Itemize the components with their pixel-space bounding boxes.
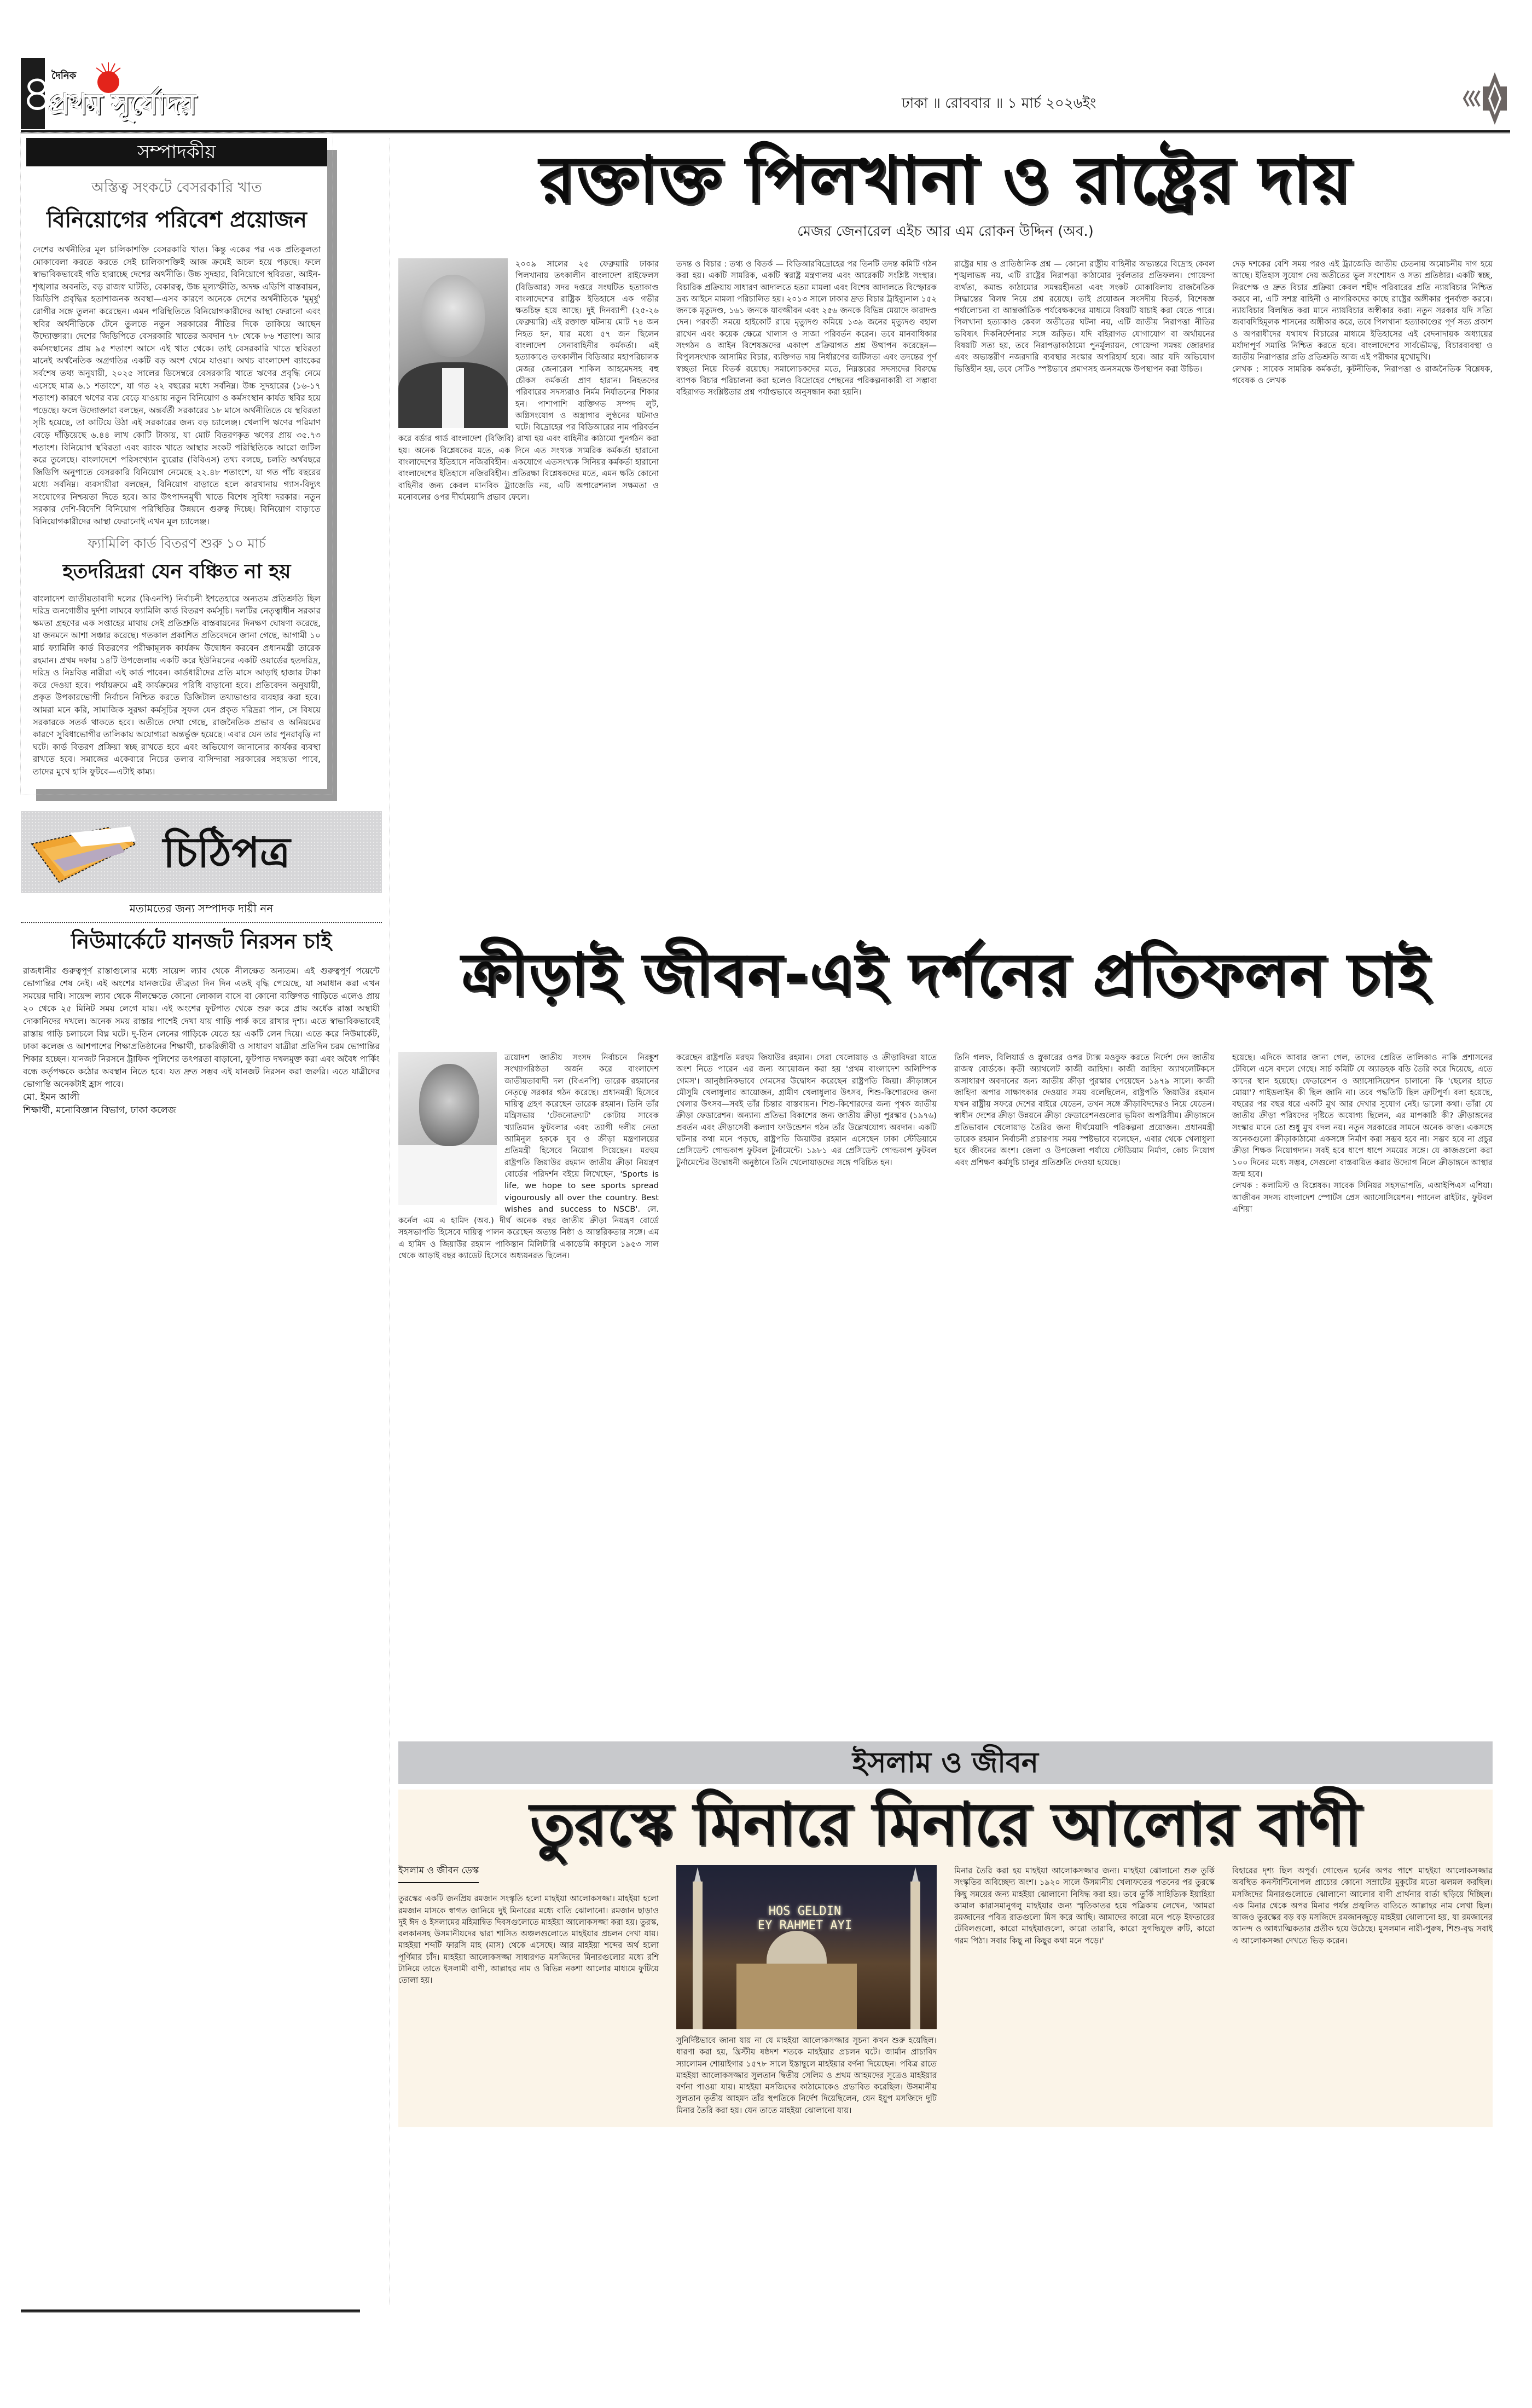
sports-author-note: লেখক : কলামিস্ট ও বিশ্লেষক। সাবেক সিনিয়র সহসভাপতি, এআইপিএস এশিয়া। আজীবন সদস্য বাংলাদেশ স্পোর্টস প্রেস অ্যাসোসিয়েশন। প্যানেল রাইটার, ফুটবল এশিয়া bbox=[1232, 1181, 1493, 1214]
main-content bbox=[398, 138, 1493, 2127]
letters-disclaimer: মতামতের জন্য সম্পাদক দায়ী নন bbox=[21, 901, 382, 923]
lead-article bbox=[398, 141, 1493, 931]
newspaper-logo[interactable] bbox=[48, 60, 196, 126]
editorial-headline: হতদরিদ্ররা যেন বঞ্চিত না হয় bbox=[62, 560, 291, 583]
section-banner: ইসলাম ও জীবন bbox=[398, 1741, 1493, 1784]
author-photo bbox=[398, 1052, 497, 1205]
lead-column-2: তদন্ত ও বিচার : তথ্য ও বিতর্ক — বিডিআরবিদ্রোহের পর তিনটি তদন্ত কমিটি গঠন করা হয়। একটি সামরিক, একটি স্বরাষ্ট্র মন্ত্রণালয় এবং আরেকটি সংশ্লিষ্ট সংস্থার। বিচারিক প্রক্রিয়ায় সাধারণ আদালতে হত্যা মামলা এবং বিশেষ আদালতে বিস্ফোরক দ্রব্য আইনে মামলা পরিচালিত হয়। ২০১৩ সালে ঢাকার দ্রুত বিচার ট্রাইব্যুনাল ১৫২ জনকে মৃত্যুদণ্ড, ১৬১ জনকে যাবজ্জীবন এবং ২৫৬ জনকে বিভিন্ন মেয়াদে কারাদণ্ড দেন। পরবর্তী সময়ে হাইকোর্ট রায়ে মৃত্যুদণ্ড কমিয়ে ১৩৯ জনের মৃত্যুদণ্ড বহাল রাখেন এবং কয়েক ক্ষেত্রে খালাস ও সাজা পরিবর্তন করেন। তবে মানবাধিকার সংগঠন ও আইন বিশেষজ্ঞদের একাংশ প্রক্রিয়াগত প্রশ্ন উত্থাপন করেছেন—বিপুলসংখ্যক আসামির বিচার, ব্যক্তিগত দায় নির্ধারণের জটিলতা এবং তদন্তের পূর্ণ স্বচ্ছতা নিয়ে বিতর্ক রয়েছে। সমালোচকদের মতে, নিম্নস্তরের সদস্যদের বিরুদ্ধে ব্যাপক বিচার পরিচালনা করা হলেও বিদ্রোহের পেছনের পরিকল্পনাকারী বা সম্ভাব্য বহিরাগত সংশ্লিষ্টতার প্রশ্ন পর্যাপ্তভাবে অনুসন্ধান করা হয়নি। bbox=[676, 259, 937, 397]
islam-section bbox=[398, 1741, 1493, 2127]
editorial-kicker: ফ্যামিলি কার্ড বিতরণ শুরু ১০ মার্চ bbox=[88, 535, 266, 551]
editorial-article-1 bbox=[26, 176, 327, 528]
sports-column-1: ত্রয়োদশ জাতীয় সংসদ নির্বাচনে নিরঙ্কুশ সংখ্যাগরিষ্ঠতা অর্জন করে বাংলাদেশ জাতীয়তাবাদী দল (বিএনপি) তারেক রহমানের নেতৃত্বে সরকার গঠন করেছে। প্রধানমন্ত্রী হিসেবে দায়িত্ব গ্রহণ করেছেন তারেক রহমান। তিনি তাঁর মন্ত্রিসভায় 'টেকনোক্র্যাট' কোটায় সাবেক খ্যাতিমান ফুটবলার এবং ত্যাগী দলীয় নেতা আমিনুল হককে যুব ও ক্রীড়া মন্ত্রণালয়ের প্রতিমন্ত্রী হিসেবে নিয়োগ দিয়েছেন। মরহুম রাষ্ট্রপতি জিয়াউর রহমান জাতীয় ক্রীড়া নিয়ন্ত্রণ বোর্ডের পরিদর্শন বইয়ে লিখেছেন, 'Sports is life, we hope to see sports spread vigourously all over the country. Best wishes and success to NSCB'. লে. কর্নেল এম এ হামিদ (অব.) দীর্ঘ অনেক বছর জাতীয় ক্রীড়া নিয়ন্ত্রণ বোর্ডে সহসভাপতি হিসেবে দায়িত্ব পালন করেছেন অত্যন্ত নিষ্ঠা ও আন্তরিকতার সঙ্গে। এম এ হামিদ ও জিয়াউর রহমান পাকিস্তান মিলিটারি একাডেমি কাকুলে ১৯৫৩ সাল থেকে আড়াই বছর ক্যাডেট হিসেবে অধ্যয়নরত ছিলেন। bbox=[398, 1053, 659, 1261]
editorial-section bbox=[26, 138, 327, 789]
islam-column-4: বিহারের দৃশ্য ছিল অপূর্ব। গোল্ডেন হর্নের অপর পাশে মাহইয়া আলোকসজ্জার অবস্থিত কনস্টান্টিনোপল প্রাচ্যের কোনো সম্রাটের মুকুটের মতো ঝলমল করছিল। মসজিদের মিনারগুলোতে ঝোলানো আলোর বাণী প্রার্থনার বার্তা ছড়িয়ে দিচ্ছিল। এক মিনার থেকে অপর মিনার পর্যন্ত প্রজ্বলিত বাতিতে আল্লাহর নাম লেখা ছিল। আজও তুরস্কের বড় বড় মসজিদে রমজানজুড়ে মাহইয়া ঝোলানো হয়, যা রমজানের আনন্দ ও আধ্যাত্মিকতার প্রতীক হয়ে উঠেছে। মুসলমান নারী-পুরুষ, শিশু-বৃদ্ধ সবাই এ আলোকসজ্জা দেখতে ভিড় করেন। bbox=[1232, 1866, 1493, 1946]
desk-label: ইসলাম ও জীবন ডেস্ক bbox=[398, 1865, 479, 1883]
editorial-body: বাংলাদেশ জাতীয়তাবাদী দলের (বিএনপি) নির্বাচনী ইশতেহারে অন্যতম প্রতিশ্রুতি ছিল দরিদ্র জনগোষ্ঠীর দুর্দশা লাঘবে ফ্যামিলি কার্ড বিতরণ কর্মসূচি। দলটির নেতৃত্বাধীন সরকার ক্ষমতা গ্রহণের এক সপ্তাহের মাথায় সেই প্রতিশ্রুতি বাস্তবায়নের দিনক্ষণ ঘোষণা করেছে, যা জনমনে আশা সঞ্চার করেছে। গতকাল প্রকাশিত প্রতিবেদনে জানা গেছে, আগামী ১০ মার্চ ফ্যামিলি কার্ড বিতরণের পরীক্ষামূলক কার্যক্রম উদ্বোধন করবেন প্রধানমন্ত্রী তারেক রহমান। প্রথম দফায় ১৪টি উপজেলায় একটি করে ইউনিয়নের একটি ওয়ার্ডের হতদরিদ্র, দরিদ্র ও নিম্নবিত্ত নারীরা এই কার্ড পাবেন। কার্ডধারীদের প্রতি মাসে আড়াই হাজার টাকা করে দেওয়া হবে। পর্যায়ক্রমে এই কার্যক্রমের পরিধি বাড়ানো হবে। প্রতিবেদন অনুযায়ী, প্রকৃত উপকারভোগী নির্বাচন নিশ্চিত করতে ডিজিটাল তথ্যভাণ্ডার ব্যবহার করা হবে। আমরা মনে করি, সামাজিক সুরক্ষা কর্মসূচির সুফল যেন প্রকৃত দরিদ্ররা পান, সে বিষয়ে সরকারকে সতর্ক থাকতে হবে। অতীতে দেখা গেছে, রাজনৈতিক প্রভাব ও অনিয়মের কারণে সুবিধাভোগীর তালিকায় অযোগ্যরা অন্তর্ভুক্ত হয়েছে। এবার যেন তার পুনরাবৃত্তি না ঘটে। কার্ড বিতরণ প্রক্রিয়া স্বচ্ছ রাখতে হবে এবং অভিযোগ জানানোর কার্যকর ব্যবস্থা রাখতে হবে। সমাজের একেবারে নিচের তলার বাসিন্দারা সরকারের সহায়তা পাবে, তাদের মুখে হাসি ফুটবে—এটাই কাম্য। bbox=[33, 593, 321, 777]
editorial-banner: সম্পাদকীয় bbox=[26, 138, 327, 166]
letters-banner bbox=[21, 811, 382, 893]
left-column bbox=[21, 138, 382, 1117]
islam-column-1: ইসলাম ও জীবন ডেস্ক তুরস্কের একটি জনপ্রিয় রমজান সংস্কৃতি হলো মাহইয়া আলোকসজ্জা। মাহইয়া হলো রমজান মাসকে স্বাগত জানিয়ে দুই মিনারের মধ্যে বাতি ঝোলানো। রমজান ছাড়াও দুই ঈদ ও ইসলামের মহিমান্বিত দিবসগুলোতে মাহইয়া আলোকসজ্জা করা হয়। তুরস্ক, বলকানসহ উসমানীয়দের দ্বারা শাসিত অঞ্চলগুলোতে মাহইয়ার প্রচলন দেখা যায়। মাহইয়া শব্দটি ফারসি মাহ (মাস) থেকে এসেছে। আর মাহইয়া শব্দের অর্থ হলো পূর্ণিমার চাঁদ। মাহইয়া আলোকসজ্জা সাধারণত মসজিদের মিনারগুলোর মধ্যে রশি টানিয়ে তাতে ইসলামী বাণী, আল্লাহর নাম ও বিভিন্ন নকশা আলোর মাধ্যমে ফুটিয়ে তোলা হয়। bbox=[398, 1865, 659, 1986]
letter-headline: নিউমার্কেটে যানজট নিরসন চাই bbox=[71, 929, 332, 953]
islam-headline: তুরস্কে মিনারে মিনারে আলোর বাণী bbox=[398, 1790, 1493, 1860]
letter-author: মো. ইমন আলী bbox=[23, 1091, 80, 1103]
sports-article bbox=[398, 937, 1493, 1730]
page-number: ৪ bbox=[21, 58, 45, 129]
bottom-rule bbox=[21, 2309, 360, 2313]
masthead-rule bbox=[21, 130, 1510, 134]
islam-column-3: মিনার তৈরি করা হয় মাহইয়া আলোকসজ্জার জন্য। মাহইয়া ঝোলানো শুরু তুর্কি সংস্কৃতির অবিচ্ছেদ্য অংশ। ১৯২০ সালে উসমানীয় খেলাফতের পতনের পর তুরস্কে কিছু সময়ের জন্য মাহইয়া ঝোলানো নিষিদ্ধ করা হয়। তবে তুর্কি সাহিত্যিক ইয়াহিয়া কামাল কারাসমানুগলু মাহইয়ার জন্য স্মৃতিকাতর হয়ে পত্রিকায় লেখেন, 'আমরা রমজানের পবিত্র রাতগুলো মিস করে আছি। আমাদের কারো মনে পড়ে ইফতারের টেবিলগুলো, কারো মাহইয়াগুলো, কারো তারাবি, কারো সুগন্ধিযুক্ত রুটি, কারো গরম পিঠা। সবার কিছু না কিছুর কথা মনে পড়ে।' bbox=[954, 1866, 1215, 1946]
lead-byline: মেজর জেনারেল এইচ আর এম রোকন উদ্দিন (অব.) bbox=[797, 223, 1094, 240]
editorial-kicker: অস্তিত্ব সংকটে বেসরকারি খাত bbox=[91, 180, 262, 196]
envelopes-icon bbox=[26, 822, 141, 888]
editorial-body: দেশের অর্থনীতির মূল চালিকাশক্তি বেসরকারি খাত। কিন্তু একের পর এক প্রতিকূলতা মোকাবেলা করতে করতে সেই চালিকাশক্তিই আজ ক্রমেই অচল হয়ে পড়ছে। ফলে স্বাভাবিকভাবেই গতি হারাচ্ছে দেশের অর্থনীতি। উচ্চ সুদহার, বিনিয়োগে স্থবিরতা, আইন-শৃঙ্খলার অবনতি, বড় রাজস্ব ঘাটতি, বেকারত্ব, উচ্চ মূল্যস্ফীতি, অদক্ষ এডিপি বাস্তবায়ন, জিডিপি প্রবৃদ্ধির হতাশাজনক অবস্থা—এসব কারণে অনেকে দেশের অর্থনীতিকে 'মুমূর্ষু' রোগীর সঙ্গে তুলনা করেছেন। এমন পরিস্থিতিতে বিনিয়োগকারীদের আস্থা ফেরানো এবং স্থবির অর্থনীতিকে টেনে তুলতে নতুন সরকারের নীতির দিকে তাকিয়ে আছেন উদ্যোক্তারা। দেশের জিডিপিতে বেসরকারি খাতের অবদান ৭৮ থেকে ৮৬ শতাংশ। আর কর্মসংস্থানের প্রায় ৯৫ শতাংশ আসে এই খাত থেকে। তাই বেসরকারি খাতে স্থবিরতা মানেই অর্থনৈতিক অগ্রগতির একটি বড় অংশ থেমে যাওয়া। অথচ বাংলাদেশ ব্যাংকের সর্বশেষ তথ্য অনুযায়ী, ২০২৫ সালের ডিসেম্বরে বেসরকারি খাতে ঋণের প্রবৃদ্ধি নেমে এসেছে মাত্র ৬.১ শতাংশে, যা গত ২২ বছরের মধ্যে সর্বনিম্ন। উচ্চ সুদহারের (১৬-১৭ শতাংশ) কারণে ঋণের ব্যয় বেড়ে যাওয়ায় নতুন বিনিয়োগ ও কর্মসংস্থান কার্যত স্থবির হয়ে পড়েছে। ফলে উদ্যোক্তারা বলছেন, অন্তর্বর্তী সরকারের ১৮ মাসে অর্থনীতিতে যে স্থবিরতা সৃষ্টি হয়েছে, তা কাটিয়ে উঠা এই সরকারের জন্য বড় চ্যালেঞ্জ। খেলাপি ঋণের পরিমাণ বেড়ে দাঁড়িয়েছে ৬.৪৪ লাখ কোটি টাকায়, যা মোট বিতরণকৃত ঋণের প্রায় ৩৫.৭৩ শতাংশ। বিনিয়োগ স্থবিরতা এবং ব্যাংক খাতে আস্থার সংকট পরিস্থিতিকে আরো জটিল করে তুলেছে। বাংলাদেশে পরিসংখ্যান ব্যুরোর (বিবিএস) তথ্য বলছে, চলতি অর্থবছরে জিডিপি অনুপাতে বেসরকারি বিনিয়োগ নেমেছে ২২.৪৮ শতাংশে, যা গত পাঁচ বছরের মধ্যে সর্বনিম্ন। ব্যবসায়ীরা বলছেন, বিনিয়োগ বাড়াতে হলে কারখানায় গ্যাস-বিদ্যুৎ সংযোগের নিশ্চয়তা দিতে হবে। আর উৎপাদনমুখী খাতে বিশেষ সুবিধা দরকার। নতুন সরকার দেশি-বিদেশি বিনিয়োগ পরিস্থিতির উন্নয়নে গুরুত্ব দিচ্ছে। বিনিয়োগ বাড়াতে বিনিয়োগকারীদের আস্থা ফেরানোই এখন মূল চ্যালেঞ্জ। bbox=[33, 245, 321, 527]
logo-prefix: দৈনিক bbox=[51, 70, 77, 82]
letters-section bbox=[21, 811, 382, 1117]
sports-column-4: হয়েছে। এদিকে আবার জানা গেল, তাদের প্রেরিত তালিকাও নাকি প্রশাসনের টেবিলে এসে বদলে গেছে। সার্চ কমিটি যে অ্যাডহক বডি তৈরি করে দিয়েছে, এতে কাদের স্থান হয়েছে। ফেডারেশন ও অ্যাসোসিয়েশন চালানো কি 'ছেলের হাতে মোয়া'? গাইডলাইন কী ছিল জানি না। তবে পদ্ধতিটি ছিল ত্রুটিপূর্ণ। বলা হয়েছে, বছরের পর বছর ধরে একটি মুখ আর দেখার সুযোগ নেই। ভালো কথা। তাঁরা যে জাতীয় ক্রীড়া পরিষদের দৃষ্টিতে অযোগ্য ছিলেন, এর মাপকাঠি কী? ক্রীড়াঙ্গনের সংস্কার মানে তো শুধু মুখ বদল নয়। নতুন সরকারের সামনে অনেক কাজ। একসঙ্গে অনেকগুলো ক্রীড়াকাঠামো একসঙ্গে নির্মাণ করা সম্ভব হবে না। সম্ভব হবে না প্রচুর ক্রীড়া শিক্ষক নিয়োগদান। সবই হবে ধাপে ধাপে সময়ের সঙ্গে। যে কাজগুলো করা ১০০ দিনের মধ্যে সম্ভব, সেগুলো বাস্তবায়িত করার উদ্যোগ নিলে ক্রীড়াঙ্গনে আস্থার জন্ম হবে। লেখক : কলামিস্ট ও বিশ্লেষক। সাবেক সিনিয়র সহসভাপতি, এআইপিএস এশিয়া। আজীবন সদস্য বাংলাদেশ স্পোর্টস প্রেস অ্যাসোসিয়েশন। প্যানেল রাইটার, ফুটবল এশিয়া bbox=[1232, 1052, 1493, 1730]
lead-column-3: রাষ্ট্রের দায় ও প্রাতিষ্ঠানিক প্রশ্ন — কোনো রাষ্ট্রীয় বাহিনীর অভ্যন্তরে বিদ্রোহ কেবল শৃঙ্খলাভঙ্গ নয়, এটি রাষ্ট্রের নিরাপত্তা কাঠামোর দুর্বলতার প্রতিফলন। গোয়েন্দা ব্যর্থতা, কমান্ড কাঠামোর সমন্বয়হীনতা এবং সংকট মোকাবিলায় রাজনৈতিক সিদ্ধান্তের বিলম্ব নিয়ে প্রশ্ন রয়েছে। তাই প্রয়োজন সংসদীয় বিতর্ক, বিশেষজ্ঞ পর্যালোচনা বা আন্তর্জাতিক পর্যবেক্ষকদের মাধ্যমে বিষয়টি যাচাই করা যেতে পারে। পিলখানা হত্যাকাণ্ড কেবল অতীতের ঘটনা নয়, এটি জাতীয় নিরাপত্তা নীতির ভবিষ্যৎ দিকনির্দেশনার সঙ্গে জড়িত। যদি বহিরাগত যোগাযোগ বা অর্থায়নের বিষয়টি সত্য হয়, তবে নিরাপত্তাকাঠামো পুনর্মূল্যায়ন, গোয়েন্দা সমন্বয় জোরদার এবং অভ্যন্তরীণ নজরদারি ব্যবস্থার সংস্কার অপরিহার্য হবে। আর যদি অভিযোগ ভিত্তিহীন হয়, তবে সেটিও স্পষ্টভাবে প্রমাণসহ জনসমক্ষে উপস্থাপন করা উচিত। bbox=[954, 259, 1215, 374]
lead-column-4: দেড় দশকের বেশি সময় পরও এই ট্র্যাজেডি জাতীয় চেতনায় অমোচনীয় দাগ হয়ে আছে। ইতিহাস সুযোগ দেয় অতীতের ভুল সংশোধন ও সত্য প্রতিষ্ঠার। একটি স্বচ্ছ, নিরপেক্ষ ও দ্রুত বিচার প্রক্রিয়া কেবল শহীদ পরিবারের প্রতি ন্যায়বিচার নিশ্চিত করবে না, এটি সশস্ত্র বাহিনী ও নাগরিকদের কাছে রাষ্ট্রের অঙ্গীকার পুনর্ব্যক্ত করবে। ন্যায়বিচার বিলম্বিত করা মানে ন্যায়বিচার অস্বীকার করা। নতুন সরকার যদি সত্যি জবাবদিহিমূলক শাসনের অঙ্গীকার করে, তবে পিলখানা হত্যাকাণ্ডের পূর্ণ সত্য প্রকাশ ও অপরাধীদের যথাযথ বিচারের মাধ্যমে ইতিহাসের এই বেদনাদায়ক অধ্যায়ের মর্যাদাপূর্ণ সমাপ্তি নিশ্চিত করতে হবে। বাংলাদেশের সার্বভৌমত্ব, বিচারব্যবস্থা ও জাতীয় নিরাপত্তার প্রতি প্রতিশ্রুতি আজ এই পরীক্ষার মুখোমুখি। লেখক : সাবেক সামরিক কর্মকর্তা, কূটনীতিক, নিরাপত্তা ও রাজনৈতিক বিশ্লেষক, গবেষক ও লেখক bbox=[1232, 258, 1493, 931]
sports-column-2: করেছেন রাষ্ট্রপতি মরহুম জিয়াউর রহমান। সেরা খেলোয়াড় ও ক্রীড়াবিদরা যাতে অংশ নিতে পারেন এর জন্য আয়োজন করা হয় 'প্রথম বাংলাদেশ অলিম্পিক গেমস'। আনুষ্ঠানিকভাবে গেমসের উদ্বোধন করেছেন রাষ্ট্রপতি জিয়া। ক্রীড়াঙ্গনে মৌসুমি খেলাধুলার আয়োজন, গ্রামীণ খেলাধুলার উৎসব, শিশু-কিশোরদের জন্য খেলার উৎসব—সবই তাঁর চিন্তার বাস্তবায়ন। শিশু-কিশোরদের জন্য পৃথক জাতীয় ক্রীড়া ফেডারেশন। অন্যান্য প্রতিভা বিকাশের জন্য জাতীয় ক্রীড়া পুরস্কার (১৯৭৬) প্রবর্তন এবং ক্রীড়াসেবী কল্যাণ ফাউন্ডেশন গঠন তাঁর উল্লেখযোগ্য অবদান। একটি ঘটনার কথা মনে পড়ছে, রাষ্ট্রপতি জিয়াউর রহমান এসেছেন ঢাকা স্টেডিয়ামে প্রেসিডেন্ট গোল্ডকাপ ফুটবল টুর্নামেন্টে। ১৯৮১ এর প্রেসিডেন্ট গোল্ডকাপ ফুটবল টুর্নামেন্টের উদ্বোধনী অনুষ্ঠানে তিনি খেলোয়াড়দের সঙ্গে পরিচিত হন। bbox=[676, 1053, 937, 1167]
mosque-photo: HOS GELDIN EY RAHMET AYI bbox=[676, 1865, 937, 2029]
sports-headline: ক্রীড়াই জীবন-এই দর্শনের প্রতিফলন চাই bbox=[461, 941, 1430, 1009]
lead-column-1: ২০০৯ সালের ২৫ ফেব্রুয়ারি ঢাকার পিলখানায় তৎকালীন বাংলাদেশ রাইফেলস (বিডিআর) সদর দপ্তরে সংঘটিত হত্যাকাণ্ড বাংলাদেশের রাষ্ট্রিক ইতিহাসে এক গভীর ক্ষতচিহ্ন হয়ে আছে। দুই দিনব্যাপী (২৫-২৬ ফেব্রুয়ারি) এই রক্তাক্ত ঘটনায় মোট ৭৪ জন নিহত হন, যার মধ্যে ৫৭ জন ছিলেন বাংলাদেশ সেনাবাহিনীর কর্মকর্তা। এই হত্যাকাণ্ডে তৎকালীন বিডিআর মহাপরিচালক মেজর জেনারেল শাকিল আহমেদসহ বহু চৌকস কর্মকর্তা প্রাণ হারান। নিহতদের পরিবারের সদস্যরাও নির্মম নির্যাতনের শিকার হন। পাশাপাশি ব্যক্তিগত সম্পদ লুট, অগ্নিসংযোগ ও অস্ত্রাগার লুণ্ঠনের ঘটনাও ঘটে। বিদ্রোহের পর বিডিআরের নাম পরিবর্তন করে বর্ডার গার্ড বাংলাদেশ (বিজিবি) রাখা হয় এবং বাহিনীর কাঠামো পুনর্গঠন করা হয়। অনেক বিশ্লেষকের মতে, এক দিনে এত সংখ্যক সামরিক কর্মকর্তা হারানো বাংলাদেশের ইতিহাসে নজিরবিহীন। একযোগে এতসংখ্যক সিনিয়র কর্মকর্তা হারানো বাংলাদেশের ইতিহাসে নজিরবিহীন। প্রতিরক্ষা বিশ্লেষকদের মতে, এমন ক্ষতি কোনো বাহিনীর জন্য কেবল মানবিক ট্র্যাজেডি নয়, এটি অপারেশনাল সক্ষমতা ও মনোবলের ওপর দীর্ঘমেয়াদি প্রভাব ফেলে। bbox=[398, 259, 659, 502]
letter-body: রাজধানীর গুরুত্বপূর্ণ রাস্তাগুলোর মধ্যে সায়েন্স ল্যাব থেকে নীলক্ষেত অন্যতম। এই গুরুত্বপূর্ণ পয়েন্টে ভোগান্তির শেষ নেই। এই অংশের যানজটের তীব্রতা দিন দিন এতই বৃদ্ধি পেয়েছে, যা সমাধান করা এখন সময়ের দাবি। সায়েন্স ল্যাব থেকে নীলক্ষেতে কোনো লোকাল বাসে বা কোনো ব্যক্তিগত গাড়িতে এলেও প্রায় ২০ থেকে ২৫ মিনিট সময় লেগে যায়। এই অংশের ফুটপাত থেকে শুরু করে প্রায় অর্ধেক রাস্তা অস্থায়ী দোকানিদের দখলে। অনেক সময় রাস্তার পাশেই দেখা যায় গাড়ি পার্ক করে রাখার দৃশ্য। এতে স্বাভাবিকভাবেই রাস্তায় গাড়ি চলাচলে বিঘ্ন ঘটে। দু-তিন লেনের গাড়িকে যেতে হয় একটি লেন দিয়ে। এতে করে নিউমার্কেট, ঢাকা কলেজ ও আশপাশের শিক্ষাপ্রতিষ্ঠানের শিক্ষার্থী, চাকরিজীবী ও সাধারণ যাত্রীরা প্রতিদিন চরম ভোগান্তির শিকার হচ্ছেন। যানজট নিরসনে ট্রাফিক পুলিশের তৎপরতা বাড়ানো, ফুটপাত দখলমুক্ত করা এবং অবৈধ পার্কিং বন্ধে কর্তৃপক্ষকে কঠোর অবস্থান নিতে হবে। যত দ্রুত সম্ভব এই যানজট নিরসন করা জরুরি। এতে যাত্রীদের ভোগান্তি অনেকটাই হ্রাস পাবে। bbox=[23, 965, 380, 1089]
lead-author-note: লেখক : সাবেক সামরিক কর্মকর্তা, কূটনীতিক, নিরাপত্তা ও রাজনৈতিক বিশ্লেষক, গবেষক ও লেখক bbox=[1232, 364, 1493, 385]
ornament-star-icon bbox=[1461, 71, 1510, 126]
dateline: ঢাকা ॥ রোববার ॥ ১ মার্চ ২০২৬ইং bbox=[902, 95, 1096, 112]
lead-headline: রক্তাক্ত পিলখানা ও রাষ্ট্রের দায় bbox=[539, 142, 1352, 217]
editorial-article-2 bbox=[26, 534, 327, 778]
editorial-headline: বিনিয়োগের পরিবেশ প্রয়োজন bbox=[47, 207, 307, 233]
sports-column-3: তিনি গলফ, বিলিয়ার্ড ও স্নুকারের ওপর ট্যাক্স মওকুফ করতে নির্দেশ দেন জাতীয় রাজস্ব বোর্ডকে। কৃতী অ্যাথলেট কাজী জাহিদা। কাজী জাহিদা অ্যাথলেটিকসে অসাধারণ অবদানের জন্য জাতীয় ক্রীড়া পুরস্কার পেয়েছেন ১৯৭৯ সালে। কাজী জাহিদা অপার সাক্ষাৎকার দেওয়ার সময় বলেছিলেন, রাষ্ট্রপতি জিয়াউর রহমান যখন রাষ্ট্রীয় সফরে দেশের বাইরে যেতেন, তখন সঙ্গে ক্রীড়াবিদদেরও নিয়ে যেতেন। স্বাধীন দেশের ক্রীড়া উন্নয়নে ক্রীড়া ফেডারেশনগুলোর ভূমিকা অপরিসীম। ক্রীড়াঙ্গনে প্রতিভাবান খেলোয়াড় তৈরির জন্য দীর্ঘমেয়াদি পরিকল্পনা প্রয়োজন। প্রধানমন্ত্রী তারেক রহমান নির্বাচনী প্রচারণায় সময় স্পষ্টভাবে বলেছেন, এবার থেকে খেলাধুলা হবে জীবনের অংশ। জেলা ও উপজেলা পর্যায়ে স্টেডিয়াম নির্মাণ, কোচ নিয়োগ এবং প্রশিক্ষণ কর্মসূচি চালুর প্রতিশ্রুতি দেওয়া হয়েছে। bbox=[954, 1053, 1215, 1167]
letter-author-affiliation: শিক্ষার্থী, মনোবিজ্ঞান বিভাগ, ঢাকা কলেজ bbox=[23, 1104, 176, 1116]
letters-title: চিঠিপত্র bbox=[163, 827, 291, 877]
islam-column-2: HOS GELDIN EY RAHMET AYI সুনির্দিষ্টভাবে জানা যায় না যে মাহইয়া আলোকসজ্জার সূচনা কখন শুরু হয়েছিল। ধারণা করা হয়, খ্রিস্টীয় ষষ্ঠদশ শতকে মাহইয়ার প্রচলন ঘটে। জার্মান প্রাচ্যবিদ স্যালোমন শোয়াইগার ১৫৭৮ সালে ইস্তাম্বুলে মাহইয়ার বর্ণনা দিয়েছেন। পবিত্র রাতে মাহইয়া আলোকসজ্জার সুলতান দ্বিতীয় সেলিম ও প্রথম আহমদের সূত্রেও মাহইয়ার বর্ণনা পাওয়া যায়। মাহইয়া মসজিদের কাঠামোকেও প্রভাবিত করেছিল। উসমানীয় সুলতান তৃতীয় আহমদ তাঁর স্থপতিকে নির্দেশ দিয়েছিলেন, যেন ইয়ুপ মসজিদে দুটি মিনার তৈরি করা হয়। যেন তাতে মাহইয়া ঝোলানো যায়। bbox=[676, 1865, 937, 2116]
masthead bbox=[21, 55, 1510, 131]
logo-title: প্রথম সূর্যোদয় bbox=[48, 88, 196, 121]
author-photo bbox=[398, 258, 508, 428]
